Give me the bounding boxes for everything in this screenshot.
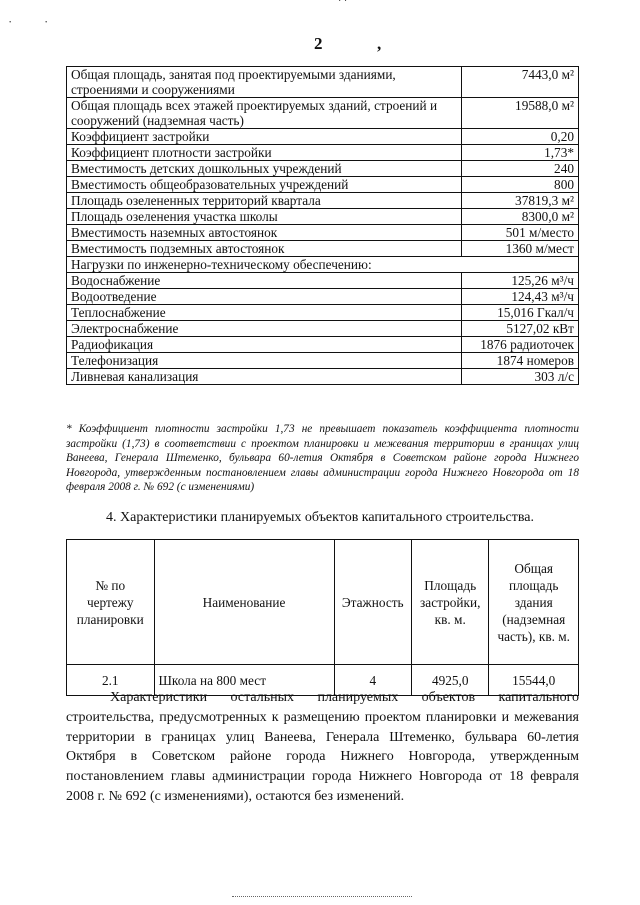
closing-paragraph: Характеристики остальных планируемых объектов капитального строительства, предусмотренных к размещению проектом планировки и межевания территории в границах улиц Ванеева, Генерала Штеменко, бульвара 60-летия Октября в Советском районе города Нижнего Новгорода, утвержденным постановлением главы администрации города Нижнего Новгорода от 18 февраля 2008 г. № 692 (с изменениями), остаются без изменений. xyxy=(66,690,579,804)
load-label: Водоснабжение xyxy=(67,273,462,289)
table-row xyxy=(67,67,579,98)
page-dot: , xyxy=(377,34,382,53)
param-label: Общая площадь, занятая под проектируемыми зданиями, строениями и сооружениями xyxy=(67,67,462,98)
cell-num: 2.1 xyxy=(67,665,155,696)
scan-speck-top: · · xyxy=(338,0,348,7)
load-value: 124,43 м³/ч xyxy=(462,289,579,305)
table-row xyxy=(67,209,579,225)
param-value: 1360 м/мест xyxy=(462,241,579,257)
col-header-num: № по чертежу планировки xyxy=(67,540,155,665)
table-row xyxy=(67,98,579,129)
load-label: Водоотведение xyxy=(67,289,462,305)
scan-speck-left-2: · xyxy=(44,14,49,29)
loads-heading: Нагрузки по инженерно-техническому обеспечению: xyxy=(67,257,579,273)
table-row xyxy=(67,353,579,369)
col-header-area: Площадь застройки, кв. м. xyxy=(412,540,489,665)
objects-table-header xyxy=(67,540,579,665)
page-number: 2 xyxy=(314,34,323,53)
param-label: Коэффициент плотности застройки xyxy=(67,145,462,161)
table-row xyxy=(67,145,579,161)
load-label: Электроснабжение xyxy=(67,321,462,337)
param-label: Вместимость подземных автостоянок xyxy=(67,241,462,257)
param-label: Вместимость детских дошкольных учреждений xyxy=(67,161,462,177)
table-row xyxy=(67,225,579,241)
cell-area: 4925,0 xyxy=(412,665,489,696)
param-value: 1,73* xyxy=(462,145,579,161)
param-label: Коэффициент застройки xyxy=(67,129,462,145)
col-header-name: Наименование xyxy=(154,540,334,665)
objects-table xyxy=(66,539,579,696)
table-row xyxy=(67,129,579,145)
table-row xyxy=(67,241,579,257)
param-value: 501 м/место xyxy=(462,225,579,241)
param-label: Площадь озелененных территорий квартала xyxy=(67,193,462,209)
load-value: 125,26 м³/ч xyxy=(462,273,579,289)
section-4-heading: 4. Характеристики планируемых объектов капитального строительства. xyxy=(106,510,534,525)
table-row xyxy=(67,369,579,385)
param-value: 240 xyxy=(462,161,579,177)
table-row xyxy=(67,289,579,305)
loads-heading-row xyxy=(67,257,579,273)
table-row xyxy=(67,193,579,209)
load-value: 1876 радиоточек xyxy=(462,337,579,353)
table-row xyxy=(67,337,579,353)
load-value: 303 л/с xyxy=(462,369,579,385)
table-row xyxy=(67,273,579,289)
cell-floors: 4 xyxy=(334,665,411,696)
param-value: 7443,0 м² xyxy=(462,67,579,98)
load-value: 5127,02 кВт xyxy=(462,321,579,337)
table-row xyxy=(67,305,579,321)
cell-name: Школа на 800 мест xyxy=(154,665,334,696)
load-value: 1874 номеров xyxy=(462,353,579,369)
param-label: Вместимость общеобразовательных учреждений xyxy=(67,177,462,193)
param-label: Вместимость наземных автостоянок xyxy=(67,225,462,241)
param-label: Общая площадь всех этажей проектируемых зданий, строений и сооружений (надземная часть) xyxy=(67,98,462,129)
param-value: 19588,0 м² xyxy=(462,98,579,129)
param-label: Площадь озеленения участка школы xyxy=(67,209,462,225)
col-header-floors: Этажность xyxy=(334,540,411,665)
bottom-scan-line xyxy=(232,896,412,897)
parameters-table-body xyxy=(67,67,579,385)
load-label: Теплоснабжение xyxy=(67,305,462,321)
load-label: Ливневая канализация xyxy=(67,369,462,385)
parameters-table xyxy=(66,66,579,385)
param-value: 800 xyxy=(462,177,579,193)
scan-speck-left: · xyxy=(8,14,13,29)
param-value: 37819,3 м² xyxy=(462,193,579,209)
load-label: Телефонизация xyxy=(67,353,462,369)
param-value: 0,20 xyxy=(462,129,579,145)
col-header-total: Общая площадь здания (надземная часть), кв. м. xyxy=(489,540,579,665)
table-row xyxy=(67,177,579,193)
table-row xyxy=(67,321,579,337)
param-value: 8300,0 м² xyxy=(462,209,579,225)
cell-total: 15544,0 xyxy=(489,665,579,696)
load-label: Радиофикация xyxy=(67,337,462,353)
load-value: 15,016 Гкал/ч xyxy=(462,305,579,321)
footnote: * Коэффициент плотности застройки 1,73 не превышает показатель коэффициента плотности застройки (1,73) в соответствии с проектом планировки и межевания территории в границах улиц Ванеева, Генерала Штеменко, бульвара 60-летия Октября в Советском районе города Нижнего Новгорода, утвержденным постановлением главы администрации города Нижнего Новгорода от 18 февраля 2008 г. № 692 (с изменениями) xyxy=(66,423,579,493)
table-row xyxy=(67,161,579,177)
